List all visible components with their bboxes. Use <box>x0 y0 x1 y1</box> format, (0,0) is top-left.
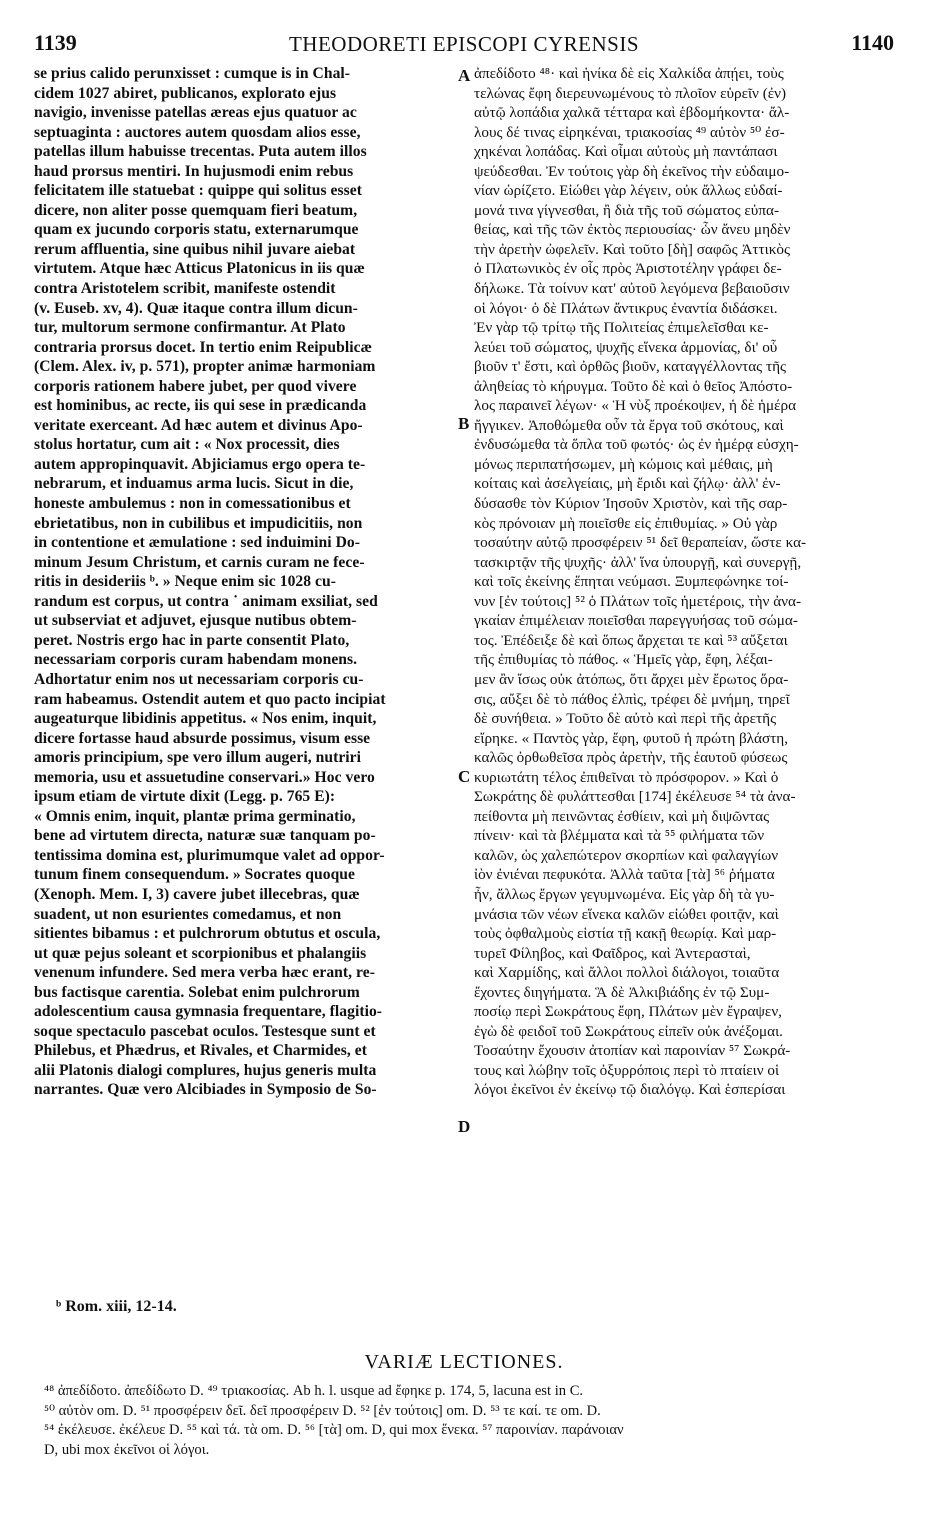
greek-text-line: ψεύδεσθαι. Ἐν τούτοις γὰρ δὴ ἐκεῖνος τὴν εὐδαιμο- <box>474 162 790 180</box>
latin-text-line: bus factisque carentia. Solebat enim pulchrorum <box>34 983 360 1001</box>
latin-text-line: « Omnis enim, inquit, plantæ prima germinatio, <box>34 807 356 825</box>
latin-text-line: nebrarum, et induamus arma lucis. Sicut in die, <box>34 475 354 493</box>
running-title: THEODORETI EPISCOPI CYRENSIS <box>288 32 640 56</box>
greek-text-line: σις, αὔξει δὲ τὸ πάθος ἐλπὶς, τρέφει δὲ μνήμη, τηρεῖ <box>474 690 790 708</box>
latin-text-line: (Clem. Alex. iv, p. 571), propter animæ harmoniam <box>34 358 376 376</box>
greek-text-line: καὶ τοῖς ἐκείνης ἕπηται νεύμασι. Ξυμπεφώνηκε τοί- <box>474 573 789 591</box>
greek-text-line: ἔχοντες διηγήματα. Ἃ δὲ Ἀλκιβιάδης ἐν τῷ Συμ- <box>474 983 770 1001</box>
latin-text-line: ut quæ pejus soleant et scorpionibus et phalangiis <box>34 944 367 962</box>
greek-text-line: οἱ λόγοι· ὁ δὲ Πλάτων ἄντικρυς ἐναντία διδάσκει. <box>474 299 778 317</box>
latin-text-line: ut subserviat et adjuvet, ejusque nutibus obtem- <box>34 612 357 630</box>
latin-text-line: amoris principium, spe vero illum augeri, nutriri <box>34 749 362 767</box>
greek-text-line: λόγοι ἐκεῖνοι ἐν ἐκείνῳ τῷ διαλόγῳ. Καὶ ἑσπερίσαι <box>474 1081 786 1099</box>
latin-text-line: adolescentium causa gymnasia frequentare, flagitio- <box>34 1003 383 1021</box>
page-number-right: 1140 <box>851 30 894 55</box>
latin-text-line: corporis rationem habere jubet, per quod vivere <box>34 377 357 395</box>
latin-text-line: tentissima domina est, plurimumque valet ad oppor- <box>34 846 385 864</box>
latin-text-line: necessariam corporis curam habendam monens. <box>34 651 358 669</box>
greek-text-line: Τοσαύτην ἔχουσιν ἀτοπίαν καὶ παροινίαν ⁵⁷ Σωκρά- <box>474 1042 791 1060</box>
latin-text-line: tunum finem consequendum. » Socrates quoque <box>34 866 355 884</box>
latin-text-line: patellas illum habuisse trecentas. Puta autem illos <box>34 143 367 161</box>
greek-text-line: τασκιρτᾷν τῆς ψυχῆς· ἀλλ' ἵνα ὑπουργῇ, καὶ συνεργῇ, <box>474 553 802 571</box>
greek-text-line: τους καὶ λώβην τοῖς ὀξυρρόποις περὶ τὸ πταίειν οἱ <box>474 1061 780 1079</box>
latin-text-line: navigio, invenisse patellas æreas ejus quatuor ac <box>34 104 357 122</box>
greek-text-line: κοίταις καὶ ἀσελγείαις, μὴ ἔριδι καὶ ζήλῳ· ἀλλ' ἐν- <box>474 475 781 493</box>
greek-text-line: νυν [ἐν τούτοις] ⁵² ὁ Πλάτων τοῖς ἡμετέροις, τὴν ἀνα- <box>474 592 802 610</box>
latin-text-line: dicere fortasse haud absurde possimus, visum esse <box>34 729 371 747</box>
greek-text-line: εἴρηκε. « Παντὸς γὰρ, ἔφη, φυτοῦ ἡ πρώτη βλάστη, <box>474 729 789 747</box>
greek-text-line: καλῶς ὀρθωθεῖσα πρὸς ἀρετὴν, τῆς ἑαυτοῦ φύσεως <box>474 749 788 767</box>
latin-text-line: (v. Euseb. xv, 4). Quæ itaque contra illum dicun- <box>34 299 358 317</box>
latin-text-line: peret. Nostris ergo hac in parte consentit Plato, <box>34 631 350 649</box>
latin-text-line: ebrietatibus, non in cubilibus et impudicitiis, non <box>34 514 363 532</box>
greek-text-line: τὴν ἀρετὴν ὠφελεῖν. Καὶ τοῦτο [δὴ] σαφῶς Ἀττικὸς <box>474 240 790 258</box>
greek-text-line: βιοῦν τ' ἔστι, καὶ ὀρθῶς βιοῦν, καταγγέλλοντας τῆς <box>474 358 787 376</box>
variae-lectiones <box>44 1382 894 1460</box>
latin-text-line: veritate exerceant. Ad hæc autem et divinus Apo- <box>34 416 363 434</box>
greek-text-line: κὸς πρόνοιαν μὴ ποιεῖσθε εἰς ἐπιθυμίας. » Οὐ γὰρ <box>474 514 778 532</box>
latin-text-line: septuaginta : auctores autem quosdam alios esse, <box>34 123 361 141</box>
latin-text-line: autem appropinquavit. Abjiciamus ergo opera te- <box>34 455 366 473</box>
latin-text-line: alii Platonis dialogi complures, hujus generis multa <box>34 1061 377 1079</box>
greek-text-line: πείθοντα μὴ πεινῶντας ἐσθίειν, καὶ μὴ διψῶντας <box>474 807 770 825</box>
greek-text-line: πίνειν· καὶ τὰ βλέμματα καὶ τὰ ⁵⁵ φιλήματα τῶν <box>474 827 765 845</box>
greek-text-line: ἤγγικεν. Ἀποθώμεθα οὖν τὰ ἔργα τοῦ σκότους, καὶ <box>474 416 784 434</box>
latin-text-line: ram habeamus. Ostendit autem et quo pacto incipiat <box>34 690 386 708</box>
footnote: ᵇ Rom. xiii, 12-14. <box>56 1298 177 1315</box>
latin-text-line: soque spectaculo pascebat oculos. Testesque sunt et <box>34 1022 376 1040</box>
latin-text-line: contra Aristotelem scribit, manifeste ostendit <box>34 280 336 298</box>
latin-text-line: Adhortatur enim nos ut necessariam corporis cu- <box>34 670 364 688</box>
latin-text-line: quam ex jucundo corporis statu, externarumque <box>34 221 359 239</box>
latin-text-line: virtutem. Atque hæc Atticus Platonicus in iis quæ <box>34 260 365 278</box>
latin-column <box>34 64 456 1100</box>
greek-text-line: τοσαύτην αὐτῷ προσφέρειν ⁵¹ δεῖ θεραπείαν, ὥστε κα- <box>474 534 807 552</box>
latin-text-line: (Xenoph. Mem. I, 3) cavere jubet illecebras, quæ <box>34 885 360 903</box>
greek-text-line: ἐνδυσώμεθα τὰ ὅπλα τοῦ φωτός· ὡς ἐν ἡμέρᾳ εὐσχη- <box>474 436 799 454</box>
greek-text-line: λος παραινεῖ λέγων· « Ἡ νὺξ προέκοψεν, ἡ δὲ ἡμέρα <box>474 397 797 415</box>
greek-text-line: τοὺς ὀφθαλμοὺς εἱστία τῇ κακῇ θεωρίᾳ. Καὶ μαρ- <box>474 925 777 943</box>
greek-text-line: τελώνας ἔφη διερευνωμένους τὸ πλοῖον εὑρεῖν (ἐν) <box>474 84 787 102</box>
greek-text-line: δὲ συνήθεια. » Τοῦτο δὲ αὐτὸ καὶ περὶ τῆς ἀρετῆς <box>474 710 777 728</box>
greek-text-line: ἐγὼ δὲ φειδοῖ τοῦ Σωκράτους εἰπεῖν οὐκ ἀνέξομαι. <box>474 1022 783 1040</box>
page-number-left: 1139 <box>34 30 77 55</box>
greek-text-line: μεν ἂν ἴσως οὐκ ἀτόπως, ὅτι ἄρχει μὲν ἔρωτος ὅρα- <box>474 670 789 688</box>
latin-text-line: minum Jesum Christum, et carnis curam ne fece- <box>34 553 365 571</box>
greek-text-line: ἀληθείας τὸ κήρυγμα. Τοῦτο δὲ καὶ ὁ θεῖος Ἀπόστο- <box>474 377 793 395</box>
latin-text-line: cidem 1027 abiret, publicanos, explorato ejus <box>34 84 337 102</box>
latin-text-line: se prius calido perunxisset : cumque is in Chal- <box>34 65 351 82</box>
greek-text-line: λεύει τοῦ σώματος, ψυχῆς εἵνεκα ἁρμονίας, δι' οὗ <box>474 338 778 356</box>
latin-text-line: tur, multorum sermone confirmantur. At Plato <box>34 319 346 337</box>
greek-text-line: τος. Ἐπέδειξε δὲ καὶ ὅπως ἄρχεται τε καὶ ⁵³ αὔξεται <box>474 631 788 649</box>
latin-text-line: suadent, ut non esurientes comedamus, et non <box>34 905 342 923</box>
greek-text-line: ὁ Πλατωνικὸς ἐν οἷς πρὸς Ἀριστοτέλην γράφει δε- <box>474 260 782 278</box>
greek-text-line: θείας, καὶ τῆς τῶν ἐκτὸς περιουσίας· ὧν ἄνευ μηδὲν <box>474 221 791 239</box>
variant-reading-line: ⁵⁴ ἐκέλευσε. ἐκέλευε D. ⁵⁵ καὶ τά. τὰ om. D. ⁵⁶ [τὰ] om. D, qui mox ἕνεκα. ⁵⁷ παροινίαν. παράνοιαν <box>44 1422 624 1438</box>
greek-text-line: μόνως περιπατήσωμεν, μὴ κώμοις καὶ μέθαις, μὴ <box>474 455 773 473</box>
greek-text-line: γκαίαν ἐπιμέλειαν ποιεῖσθαι παρεγγυήσας τοῦ σώμα- <box>474 612 798 630</box>
latin-text-line: memoria, usu et assuetudine conservari.» Hoc vero <box>34 768 375 786</box>
greek-text-line: νίαν ὡρίζετο. Εἰώθει γὰρ λέγειν, οὐκ ἄλλως εὐδαί- <box>474 182 783 200</box>
greek-text-line: ποσίῳ περὶ Σωκράτους ἔφη, Πλάτων μὲν ἔγραψεν, <box>474 1003 782 1021</box>
greek-text-line: λους δέ τινας εἰρηκέναι, τριακοσίας ⁴⁹ αὐτὸν ⁵⁰ ἐσ- <box>474 123 785 141</box>
variant-reading-line: ⁵⁰ αὐτὸν om. D. ⁵¹ προσφέρειν δεῖ. δεῖ προσφέρειν D. ⁵² [ἐν τούτοις] om. D. ⁵³ τε καί. τε om. D. <box>44 1402 601 1419</box>
greek-text-line: αὐτῷ λοπάδια χαλκᾶ τέτταρα καὶ ἑβδομήκοντα· ἄλ- <box>474 104 790 122</box>
greek-text-line: καλῶν, ὡς χαλεπώτερον σκορπίων καὶ φαλαγγίων <box>474 846 779 864</box>
latin-text-line: ritis in desideriis ᵇ. » Neque enim sic 1028 cu- <box>34 573 336 591</box>
latin-text-line: sitientes bibamus : et pulchrorum obtutus et oscula, <box>34 925 381 943</box>
variant-reading-line: D, ubi mox ἐκεῖνοι οἱ λόγοι. <box>44 1441 210 1458</box>
latin-text-line: contraria prorsus docet. In tertio enim Reipublicæ <box>34 338 372 356</box>
greek-text-line: ἀπεδίδοτο ⁴⁸· καὶ ἡνίκα δὲ εἰς Χαλκίδα ἀπῄει, τοὺς <box>474 65 784 82</box>
greek-text-line: μονά τινα γίγνεσθαι, ἢ διὰ τῆς τοῦ σώματος εὐπα- <box>474 201 779 219</box>
greek-text-line: τῆς ἐπιθυμίας τὸ πάθος. « Ἡμεῖς γὰρ, ἔφη, λέξαι- <box>474 651 773 669</box>
greek-text-line: μνάσια τῶν νέων εἵνεκα καλῶν εἰώθει φοιτᾷν, καὶ <box>474 905 779 923</box>
latin-text-line: in contentione et æmulatione : sed induimini Do- <box>34 534 360 552</box>
greek-text-line: χηκέναι λοπάδας. Καὶ οἶμαι αὐτοὺς μὴ παντάπασι <box>474 143 778 161</box>
greek-text-line: Σωκράτης δὲ φυλάττεσθαι [174] ἐκέλευσε ⁵⁴ τὰ ἀνα- <box>474 788 796 806</box>
variant-reading-line: ⁴⁸ ἀπεδίδοτο. ἀπεδίδωτο D. ⁴⁹ τριακοσίας. Ab h. l. usque ad ἔφηκε p. 174, 5, lacuna est in C. <box>44 1383 584 1399</box>
latin-text-line: est hominibus, ac recte, iis qui sese in prædicanda <box>34 397 367 415</box>
page-header <box>34 30 894 64</box>
latin-text-line: stolus hortatur, cum ait : « Nox processit, dies <box>34 436 340 454</box>
latin-text-line: augeaturque libidinis appetitus. « Nos enim, inquit, <box>34 710 377 728</box>
latin-text-line: venenum infundere. Sed mera verba hæc erant, re- <box>34 964 375 982</box>
greek-text-line: κυριωτάτη τέλος ἐπιθεῖναι τὸ πρόσφορον. » Καὶ ὁ <box>474 768 779 786</box>
greek-text-line: καὶ Χαρμίδης, καὶ ἄλλοι πολλοὶ διάλογοι, τοιαῦτα <box>474 964 780 982</box>
latin-text-line: haud prorsus mentiri. In hujusmodi enim rebus <box>34 162 354 180</box>
margin-letter-c: C <box>458 767 471 786</box>
latin-text-line: ipsum etiam de virtute dixit (Legg. p. 765 E): <box>34 788 336 806</box>
margin-letter-d: D <box>458 1117 471 1136</box>
latin-text-line: Philebus, et Phædrus, et Rivales, et Charmides, et <box>34 1042 367 1060</box>
greek-text-line: Ἐν γὰρ τῷ τρίτῳ τῆς Πολιτείας ἐπιμελεῖσθαι κε- <box>474 319 769 337</box>
margin-letter-b: B <box>458 414 470 433</box>
greek-text-line: δύσασθε τὸν Κύριον Ἰησοῦν Χριστὸν, καὶ τῆς σαρ- <box>474 495 788 513</box>
latin-text-line: bene ad virtutem directa, naturæ suæ tanquam po- <box>34 827 376 845</box>
variae-lectiones-title: VARIÆ LECTIONES. <box>364 1351 564 1373</box>
latin-text-line: narrantes. Quæ vero Alcibiades in Symposio de So- <box>34 1081 377 1099</box>
latin-text-line: rerum affluentia, sine quibus nihil juvare aiebat <box>34 240 356 258</box>
greek-text-line: τυρεῖ Φίληβος, καὶ Φαῖδρος, καὶ Ἀντερασταὶ, <box>474 944 751 962</box>
latin-text-line: dicere, non aliter posse quemquam fieri beatum, <box>34 201 358 219</box>
greek-text-line: ἰὸν ἐνιέναι πεφυκότα. Ἀλλὰ ταῦτα [τὰ] ⁵⁶ ῥήματα <box>474 866 775 884</box>
latin-text-line: felicitatem ille statuebat : quippe qui solitus esset <box>34 182 362 200</box>
latin-text-line: honeste ambulemus : non in comessationibus et <box>34 495 351 513</box>
latin-text-line: randum est corpus, ut contra ˙ animam exsiliat, sed <box>34 592 378 610</box>
greek-column <box>474 64 894 1100</box>
greek-text-line: δήλωκε. Τὰ τοίνυν κατ' αὐτοῦ λεγόμενα βεβαιοῦσιν <box>474 280 790 298</box>
greek-text-line: ἦν, ἄλλως ἔργων γεγυμνωμένα. Εἰς γὰρ δὴ τὰ γυ- <box>474 885 775 903</box>
margin-letter-a: A <box>458 66 471 85</box>
